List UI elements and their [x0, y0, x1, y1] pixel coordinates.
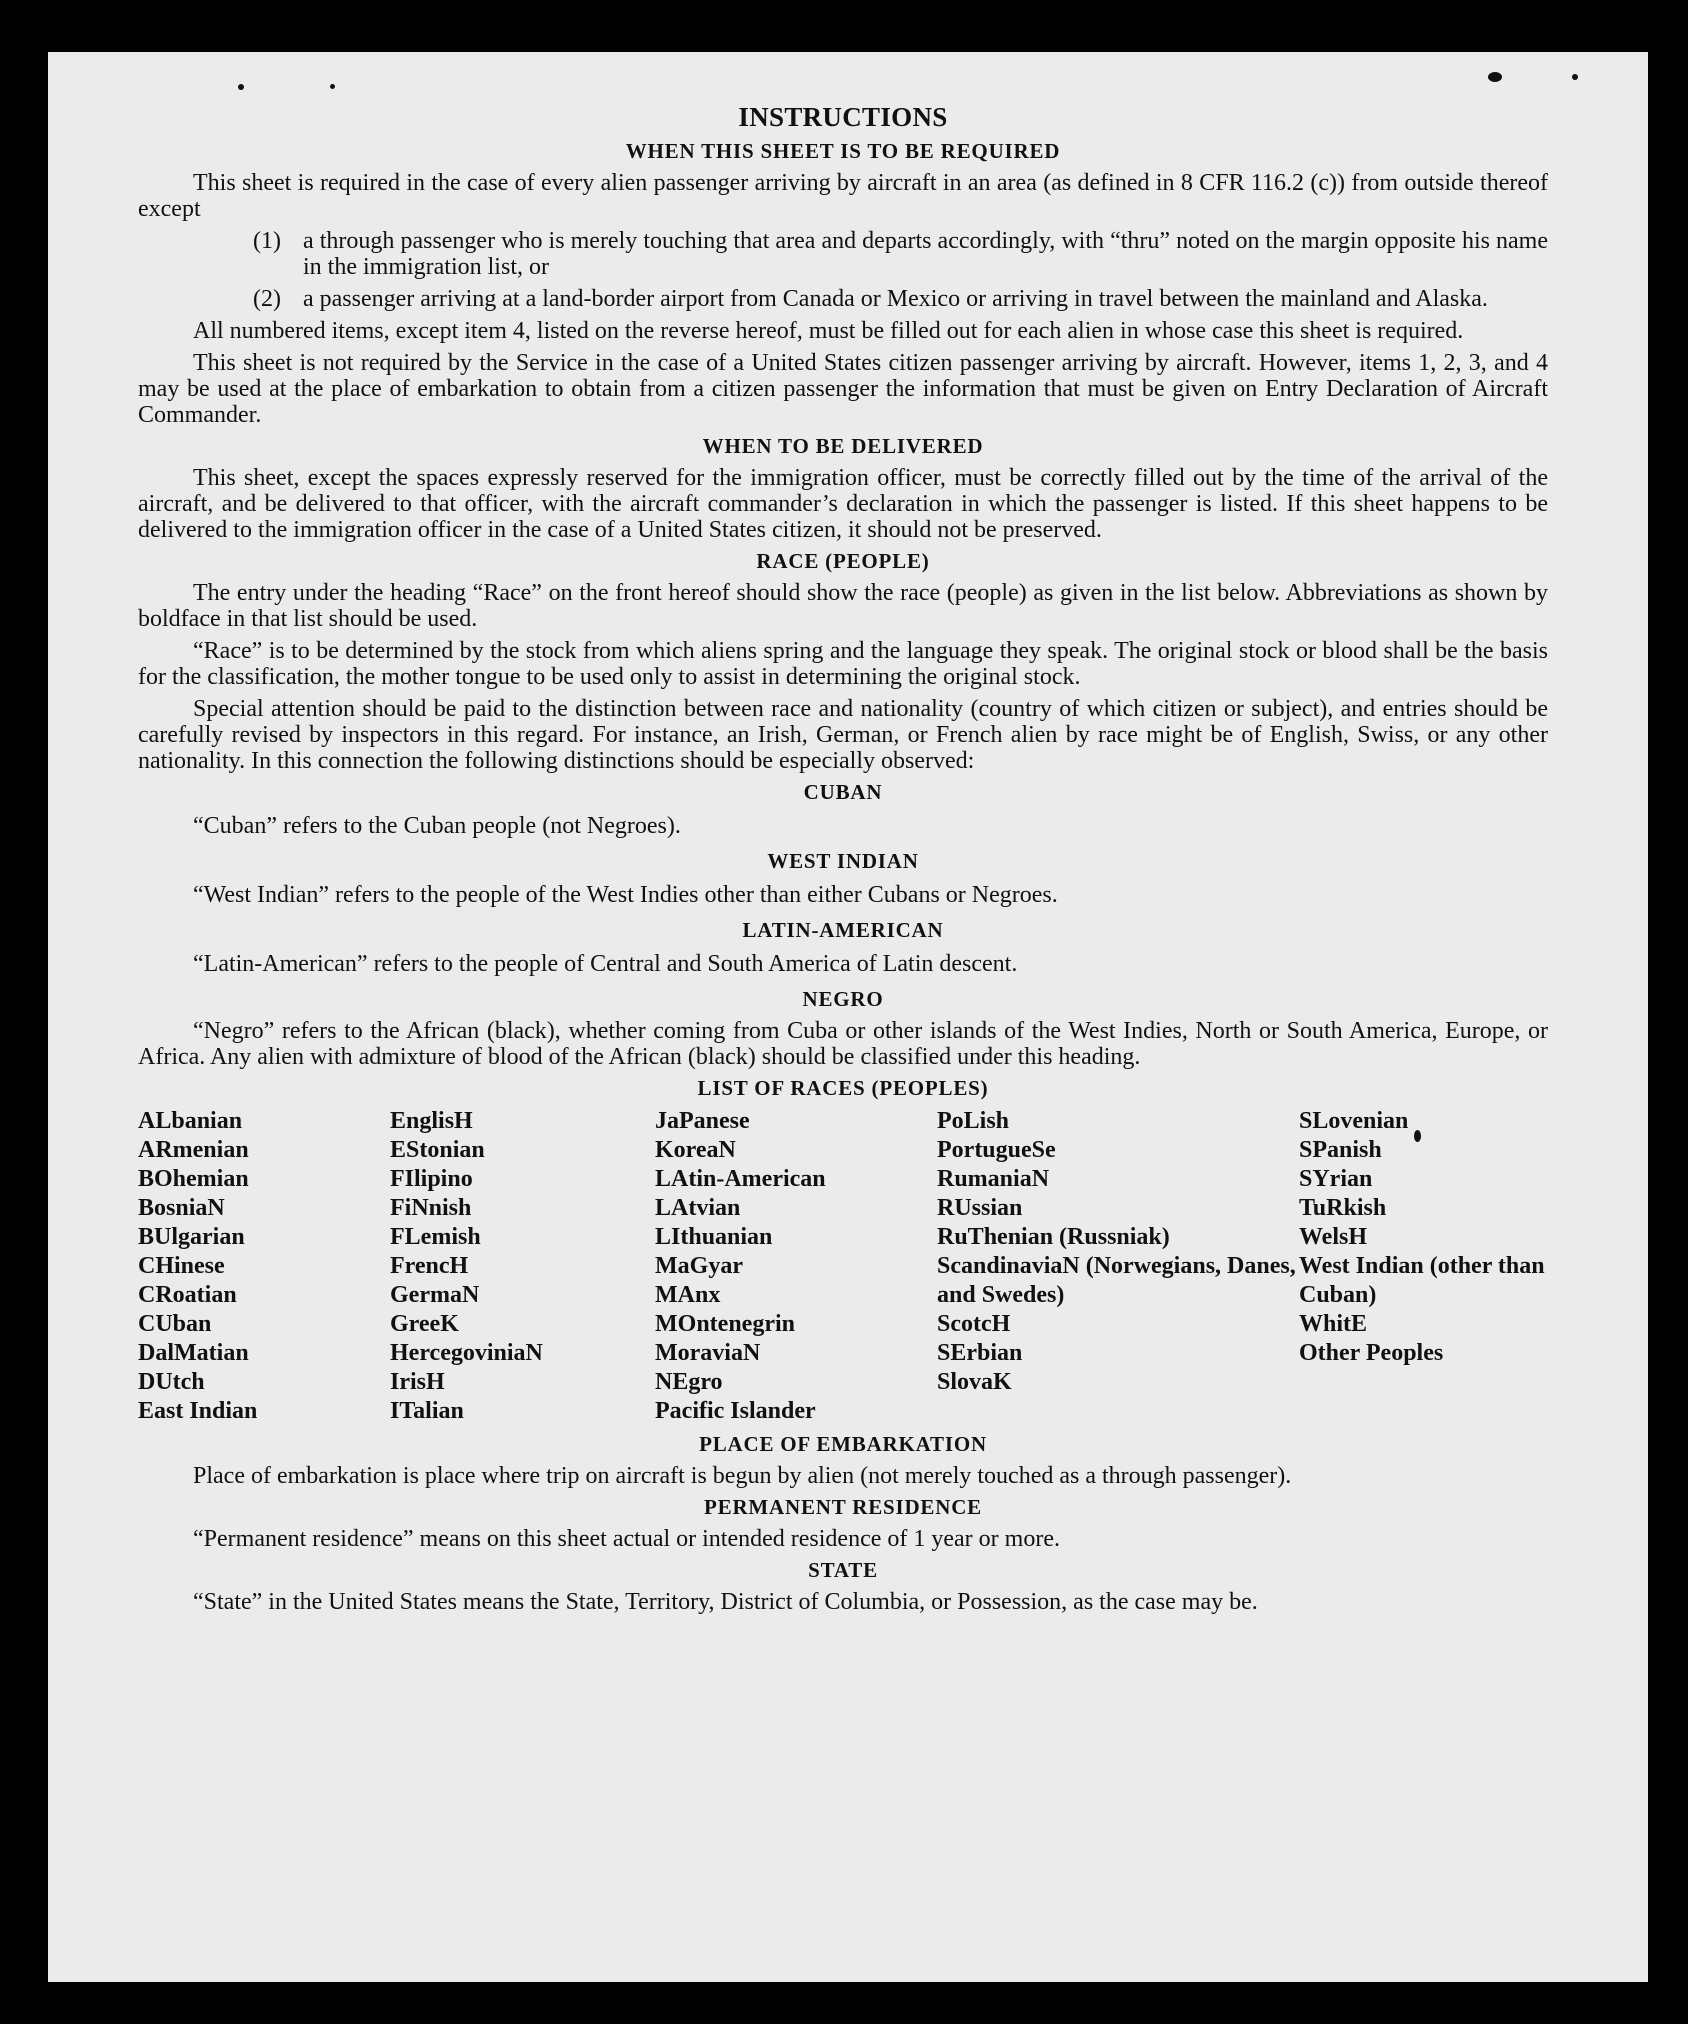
- race-entry: LIthuanian: [655, 1224, 773, 1250]
- race-entry: RUssian: [937, 1195, 1023, 1221]
- paragraph: Special attention should be paid to the distinction between race and nationality (country of which citizen or subject), and entries should be carefully revised by inspectors in this regard. For instance, an Irish, German, or French alien by race might be of English, Swiss, or any other nationality. In this connection the following distinctions should be especially observed:: [138, 696, 1548, 774]
- race-entry: BOhemian: [138, 1166, 249, 1192]
- race-entry: ITalian: [390, 1398, 464, 1424]
- paragraph: The entry under the heading “Race” on the front hereof should show the race (people) as given in the list below. Abbreviations as shown by boldface in that list should be used.: [138, 580, 1548, 632]
- heading-list-of-races: LIST OF RACES (PEOPLES): [697, 1076, 989, 1100]
- item-text: a through passenger who is merely touching that area and departs accordingly, with “thru” noted on the margin opposite his name in the immigration list, or: [303, 228, 1548, 280]
- item-number: (1): [253, 228, 281, 254]
- races-column: [937, 1107, 1299, 1426]
- race-entry: WelsH: [1299, 1224, 1368, 1250]
- race-entry: PoLish: [937, 1108, 1010, 1134]
- race-entry: TuRkish: [1299, 1195, 1387, 1221]
- race-entry: Pacific Islander: [655, 1398, 816, 1424]
- race-entry: MaGyar: [655, 1253, 743, 1279]
- race-entry: Other Peoples: [1299, 1340, 1444, 1366]
- heading-embarkation: PLACE OF EMBARKATION: [699, 1432, 987, 1456]
- document-sheet: [48, 52, 1648, 1982]
- race-entry: MAnx: [655, 1282, 721, 1308]
- paragraph: All numbered items, except item 4, listed on the reverse hereof, must be filled out for each alien in whose case this sheet is required.: [193, 318, 1464, 344]
- race-entry: FLemish: [390, 1224, 481, 1250]
- heading-latin-american: LATIN-AMERICAN: [742, 918, 944, 942]
- race-entry: DalMatian: [138, 1340, 249, 1366]
- race-entry: HercegoviniaN: [390, 1340, 543, 1366]
- race-entry: RuThenian (Russniak): [937, 1224, 1170, 1250]
- race-entry: KoreaN: [655, 1137, 736, 1163]
- heading-when-required: WHEN THIS SHEET IS TO BE REQUIRED: [625, 139, 1061, 163]
- list-item: [253, 286, 1548, 312]
- race-entry: NEgro: [655, 1369, 723, 1395]
- race-entry: East Indian: [138, 1398, 258, 1424]
- document-content: [138, 102, 1548, 1621]
- definition-latin-american: “Latin-American” refers to the people of Central and South America of Latin descent.: [193, 951, 1018, 977]
- race-entry: MOntenegrin: [655, 1311, 795, 1337]
- paragraph: “Permanent residence” means on this sheet actual or intended residence of 1 year or more.: [193, 1526, 1060, 1552]
- race-entry: WhitE: [1299, 1311, 1368, 1337]
- race-entry: SLovenian: [1299, 1108, 1409, 1134]
- race-entry: FIlipino: [390, 1166, 473, 1192]
- race-entry: GermaN: [390, 1282, 480, 1308]
- heading-negro: NEGRO: [802, 987, 884, 1011]
- race-entry: EStonian: [390, 1137, 485, 1163]
- item-number: (2): [253, 286, 281, 312]
- race-entry: SYrian: [1299, 1166, 1373, 1192]
- paragraph: This sheet is required in the case of every alien passenger arriving by aircraft in an area (as defined in 8 CFR 116.2 (c)) from outside thereof except: [138, 170, 1548, 222]
- race-entry: LAtin-American: [655, 1166, 826, 1192]
- page-title: INSTRUCTIONS: [738, 102, 948, 132]
- races-column: [1299, 1107, 1549, 1426]
- race-entry: RumaniaN: [937, 1166, 1050, 1192]
- race-entry: PortugueSe: [937, 1137, 1056, 1163]
- race-entry: DUtch: [138, 1369, 205, 1395]
- races-column: [138, 1107, 390, 1426]
- race-entry: ALbanian: [138, 1108, 243, 1134]
- race-entry: ScandinaviaN (Norwegians, Danes, and Swedes): [937, 1253, 1296, 1308]
- race-entry: CHinese: [138, 1253, 225, 1279]
- race-entry: IrisH: [390, 1369, 445, 1395]
- race-entry: LAtvian: [655, 1195, 741, 1221]
- race-entry: FrencH: [390, 1253, 469, 1279]
- race-entry: ScotcH: [937, 1311, 1011, 1337]
- races-table: [138, 1107, 1548, 1426]
- heading-west-indian: WEST INDIAN: [767, 849, 919, 873]
- heading-residence: PERMANENT RESIDENCE: [704, 1495, 982, 1519]
- race-entry: FiNnish: [390, 1195, 472, 1221]
- race-entry: West Indian (other than Cuban): [1299, 1253, 1545, 1308]
- paragraph: This sheet is not required by the Service in the case of a United States citizen passenger arriving by aircraft. However, items 1, 2, 3, and 4 may be used at the place of embarkation to obtain from a citizen passenger the information that must be given on Entry Declaration of Aircraft Commander.: [138, 350, 1548, 428]
- race-entry: SPanish: [1299, 1137, 1382, 1163]
- race-entry: GreeK: [390, 1311, 459, 1337]
- paragraph: “Negro” refers to the African (black), whether coming from Cuba or other islands of the West Indies, North or South America, Europe, or Africa. Any alien with admixture of blood of the African (black) should be classified under this heading.: [138, 1018, 1548, 1070]
- heading-cuban: CUBAN: [803, 780, 883, 804]
- race-entry: ARmenian: [138, 1137, 249, 1163]
- paragraph: “State” in the United States means the State, Territory, District of Columbia, or Possession, as the case may be.: [193, 1589, 1258, 1615]
- heading-when-delivered: WHEN TO BE DELIVERED: [702, 434, 984, 458]
- paragraph: This sheet, except the spaces expressly reserved for the immigration officer, must be correctly filled out by the time of the arrival of the aircraft, and be delivered to that officer, with the aircraft commander’s declaration in which the passenger is listed. If this sheet happens to be delivered to the immigration officer in the case of a United States citizen, it should not be preserved.: [138, 465, 1548, 543]
- race-entry: CRoatian: [138, 1282, 237, 1308]
- definition-west-indian: “West Indian” refers to the people of the West Indies other than either Cubans or Negroes.: [193, 882, 1058, 908]
- paragraph: Place of embarkation is place where trip on aircraft is begun by alien (not merely touched as a through passenger).: [193, 1463, 1292, 1489]
- paragraph: “Race” is to be determined by the stock from which aliens spring and the language they speak. The original stock or blood shall be the basis for the classification, the mother tongue to be used only to assist in determining the original stock.: [138, 638, 1548, 690]
- item-text: a passenger arriving at a land-border airport from Canada or Mexico or arriving in travel between the mainland and Alaska.: [303, 286, 1488, 312]
- heading-state: STATE: [808, 1558, 878, 1582]
- race-entry: EnglisH: [390, 1108, 473, 1134]
- race-entry: SlovaK: [937, 1369, 1012, 1395]
- definition-cuban: “Cuban” refers to the Cuban people (not Negroes).: [193, 813, 681, 839]
- race-entry: SErbian: [937, 1340, 1023, 1366]
- race-entry: JaPanese: [655, 1108, 750, 1134]
- races-column: [390, 1107, 655, 1426]
- race-entry: CUban: [138, 1311, 212, 1337]
- race-entry: BUlgarian: [138, 1224, 245, 1250]
- races-column: [655, 1107, 937, 1426]
- heading-race: RACE (PEOPLE): [756, 549, 930, 573]
- race-entry: BosniaN: [138, 1195, 225, 1221]
- list-item: [253, 228, 1548, 280]
- race-entry: MoraviaN: [655, 1340, 761, 1366]
